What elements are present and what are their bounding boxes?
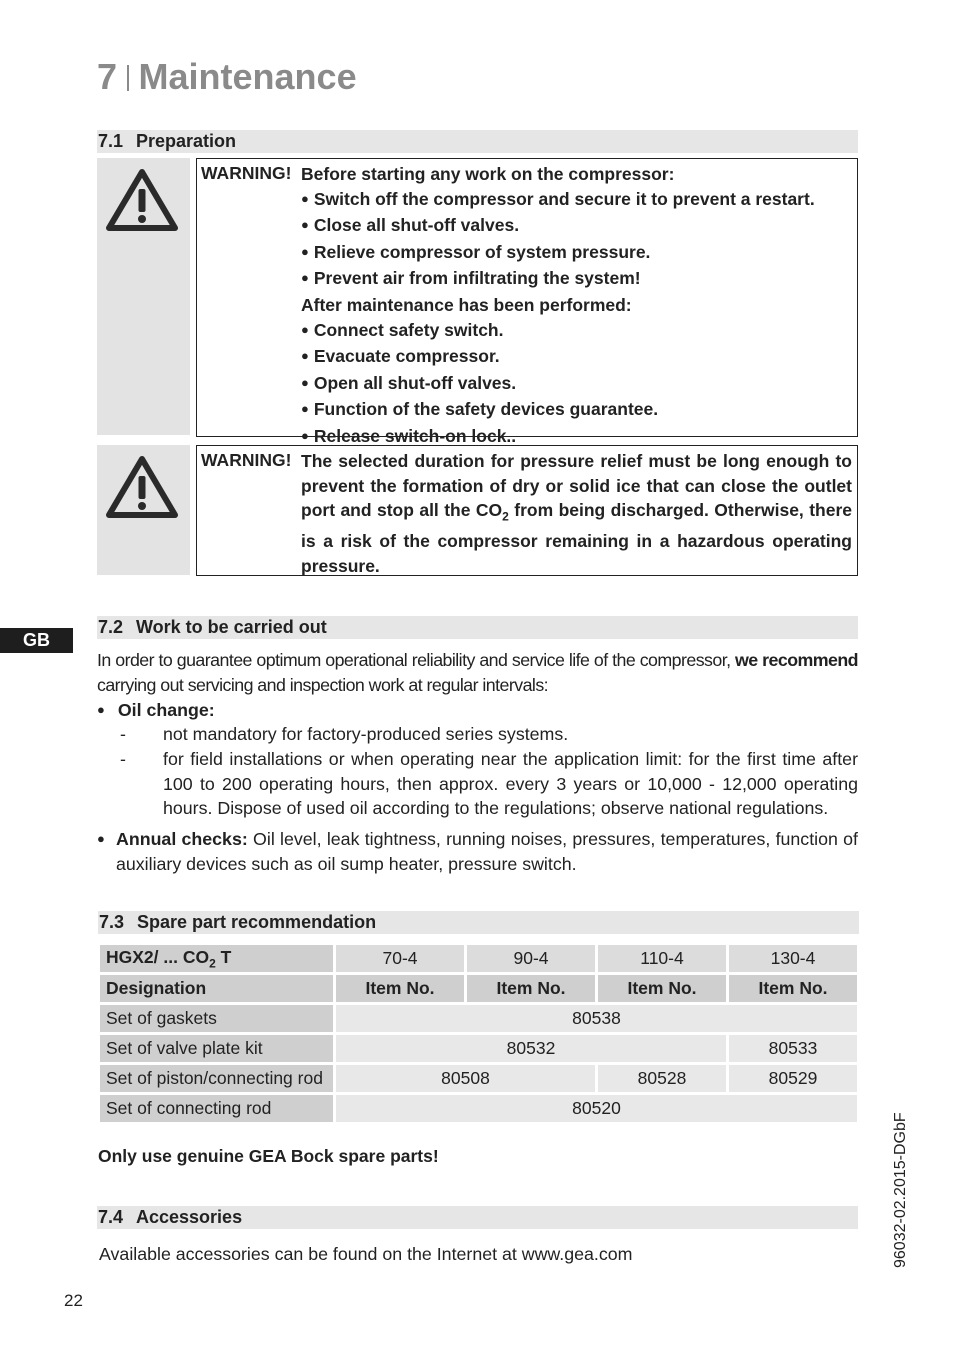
table-cell: 80532 <box>336 1035 726 1062</box>
oil-change-item <box>97 698 215 725</box>
section-number: 7.4 <box>98 1207 124 1227</box>
warning-item: ● Switch off the compressor and secure it to prevent a restart. <box>301 187 851 214</box>
table-row <box>100 1095 857 1122</box>
section-heading-7-1 <box>97 130 858 153</box>
section-title: Preparation <box>136 131 237 151</box>
text: Oil level, leak tightness, running noises, pressures, temperatures, function of auxiliary devices such as oil sump heater, pressure switch. <box>116 829 858 874</box>
text-bold: we recommend <box>735 650 858 670</box>
warning-item: ● Open all shut-off valves. <box>301 371 851 398</box>
text: carrying out servicing and inspection work at regular intervals: <box>97 674 549 695</box>
table-header-designation: Designation <box>100 975 333 1002</box>
table-header-cell: 110-4 <box>598 945 726 972</box>
table-cell: 80538 <box>336 1005 857 1032</box>
document-number: 96032-02.2015-DGbF <box>892 1112 909 1268</box>
annual-checks-label: Annual checks: <box>116 829 248 849</box>
table-row <box>100 945 857 972</box>
warning-after-intro: After maintenance has been performed: <box>301 294 632 315</box>
warning-intro: Before starting any work on the compressor: <box>301 164 675 184</box>
annual-checks-item <box>116 827 858 876</box>
warning-triangle-icon <box>105 167 179 233</box>
table-header-cell: 90-4 <box>467 945 595 972</box>
section-heading-7-4 <box>97 1206 858 1229</box>
table-header-model: HGX2/ ... $CO_2$ T <box>100 945 333 972</box>
warning-item: ● Close all shut-off valves. <box>301 213 851 240</box>
table-row-label: Set of valve plate kit <box>100 1035 333 1062</box>
warning-item: ● Evacuate compressor. <box>301 344 851 371</box>
table-row-label: Set of gaskets <box>100 1005 333 1032</box>
table-row <box>100 1065 857 1092</box>
table-header-cell: 70-4 <box>336 945 464 972</box>
warning-icon-panel <box>97 158 190 435</box>
table-row <box>100 1005 857 1032</box>
spare-parts-note: Only use genuine GEA Bock spare parts! <box>98 1146 439 1166</box>
bullet-icon: ● <box>97 702 105 717</box>
spare-parts-table <box>97 942 860 1125</box>
section-heading-7-2 <box>97 616 858 639</box>
warning-item: ● Release switch-on lock.. <box>301 424 851 451</box>
table-header-cell: Item No. <box>729 975 857 1002</box>
oil-item: not mandatory for factory-produced series systems. <box>163 724 569 744</box>
accessories-text: Available accessories can be found on the Internet at www.gea.com <box>99 1244 633 1264</box>
chapter-number: 7 <box>97 56 118 97</box>
page-number: 22 <box>64 1291 83 1310</box>
section-number: 7.3 <box>99 912 125 932</box>
table-cell: 80508 <box>336 1065 595 1092</box>
warning-item: ● Prevent air from infiltrating the system! <box>301 266 851 293</box>
language-tab: GB <box>0 628 73 653</box>
section-title: Work to be carried out <box>136 617 327 637</box>
warning-text-part: from being discharged. Otherwise, there is a risk of the compressor remaining in a hazardous operating pressure. <box>301 500 853 576</box>
warning-label: WARNING! <box>201 450 292 470</box>
warning-triangle-icon <box>105 454 179 520</box>
table-row-label: Set of piston/connecting rod <box>100 1065 333 1092</box>
section-heading-7-3 <box>98 911 859 934</box>
warning-text-part: The selected duration for pressure relief must be long enough to prevent the formation of dry or solid ice that can close the outlet port and stop all the CO <box>301 451 852 521</box>
section-title: Accessories <box>136 1207 243 1227</box>
table-header-cell: Item No. <box>467 975 595 1002</box>
section-number: 7.2 <box>98 617 124 637</box>
warning-icon-panel <box>97 445 190 575</box>
oil-item: for field installations or when operating near the application limit: for the first time after 100 to 200 operating hours, then approx. every 3 years or 10,000 - 12,000 operating hours. Dispose of used oil according to the regulations; observe national regulations. <box>163 749 858 819</box>
table-row-label: Set of connecting rod <box>100 1095 333 1122</box>
table-header-cell: Item No. <box>598 975 726 1002</box>
warning-text-1 <box>301 162 851 451</box>
warning-item: ● Function of the safety devices guarantee. <box>301 397 851 424</box>
bullet-icon: ● <box>97 831 105 846</box>
section-title: Spare part recommendation <box>137 912 377 932</box>
warning-text-2 <box>301 449 852 578</box>
table-cell: 80528 <box>598 1065 726 1092</box>
work-intro <box>97 648 858 697</box>
table-header-cell: 130-4 <box>729 945 857 972</box>
table-header-cell: Item No. <box>336 975 464 1002</box>
dash-marker: - <box>120 749 126 769</box>
table-cell: 80533 <box>729 1035 857 1062</box>
chapter-name: Maintenance <box>138 56 357 97</box>
subscript: 2 <box>502 509 509 524</box>
dash-marker: - <box>120 724 126 744</box>
table-row <box>100 1035 857 1062</box>
oil-change-label: Oil change: <box>117 700 215 720</box>
warning-item: ● Relieve compressor of system pressure. <box>301 240 851 267</box>
text: In order to guarantee optimum operational reliability and service life of the compressor, <box>97 650 736 670</box>
warning-item: ● Connect safety switch. <box>301 318 851 345</box>
table-cell: 80520 <box>336 1095 857 1122</box>
table-cell: 80529 <box>729 1065 857 1092</box>
warning-label: WARNING! <box>201 163 292 183</box>
warning-box-1 <box>196 158 858 446</box>
warning-box-2 <box>196 445 858 576</box>
chapter-title <box>97 56 357 98</box>
table-row <box>100 975 857 1002</box>
chapter-divider <box>127 65 129 91</box>
section-number: 7.1 <box>98 131 124 151</box>
